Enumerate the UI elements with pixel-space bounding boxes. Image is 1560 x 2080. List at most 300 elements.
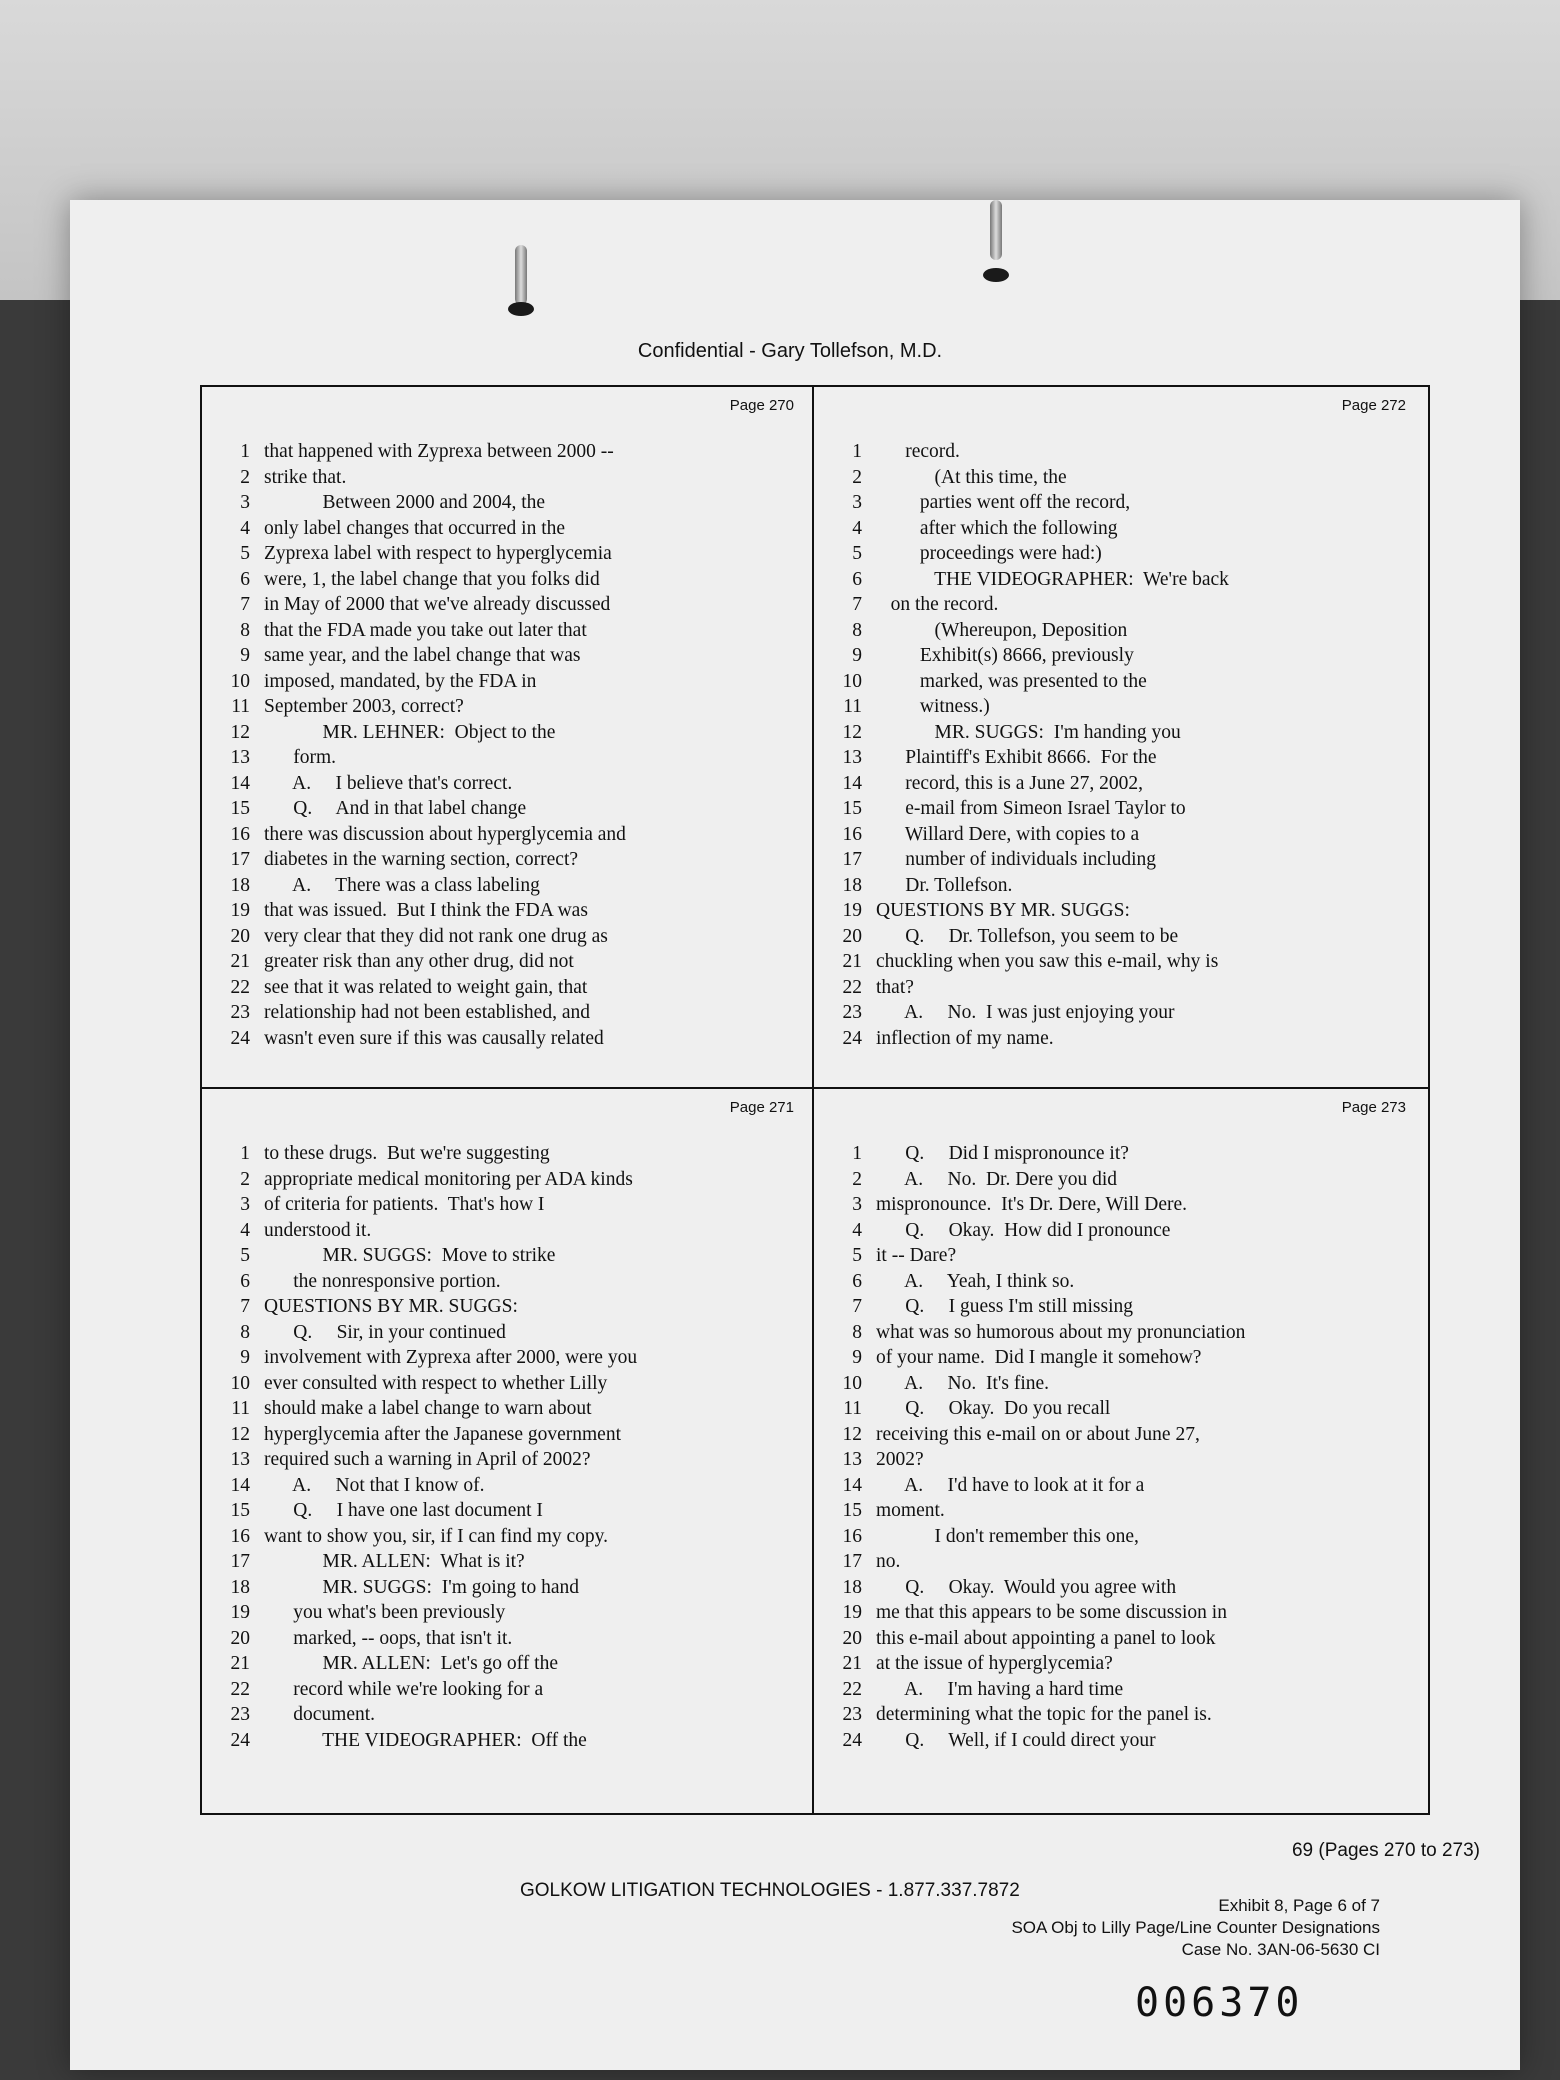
line-text: what was so humorous about my pronunciation [876,1321,1246,1343]
transcript-panel-page-272 [814,387,1424,1087]
line-number: 13 [842,747,862,768]
line-number: 17 [842,1551,862,1572]
line-text: that happened with Zyprexa between 2000 -- [264,441,614,462]
transcript-line [212,898,792,924]
bates-number: 006370 [1135,1980,1304,2026]
line-text: MR. SUGGS: Move to strike [264,1245,556,1266]
transcript-line [212,1728,792,1754]
line-number: 5 [240,543,250,564]
line-text: Q. Well, if I could direct your [876,1729,1156,1751]
line-text: receiving this e-mail on or about June 27, [876,1423,1200,1445]
transcript-line [212,1167,792,1193]
line-number: 20 [842,925,862,947]
line-number: 3 [852,492,862,513]
line-number: 2 [240,466,250,488]
transcript-line [824,516,1404,542]
transcript-line [824,669,1404,695]
line-number: 14 [230,1474,250,1496]
line-text: A. No. I was just enjoying your [876,1002,1175,1023]
line-text: that was issued. But I think the FDA was [264,900,588,921]
line-number: 15 [230,798,250,819]
line-text: of criteria for patients. That's how I [264,1194,545,1215]
line-number: 9 [852,645,862,666]
line-number: 10 [842,670,862,692]
line-number: 24 [230,1729,250,1751]
line-text: Q. And in that label change [264,798,527,819]
line-text: Q. Okay. Do you recall [876,1398,1111,1419]
line-number: 12 [842,721,862,743]
transcript-line [212,669,792,695]
line-number: 2 [852,1168,862,1190]
line-number: 5 [852,1245,862,1266]
transcript-grid [200,385,1430,1815]
page-number-label: Page 273 [1341,1099,1406,1116]
line-number: 12 [230,721,250,743]
transcript-line [824,745,1404,771]
page-number-label: Page 270 [729,397,794,414]
line-text: ever consulted with respect to whether Lilly [264,1372,608,1394]
line-text: understood it. [264,1219,372,1241]
transcript-line [212,1473,792,1499]
line-number: 21 [842,1653,862,1674]
line-number: 4 [240,517,250,539]
transcript-line [824,873,1404,899]
line-text: it -- Dare? [876,1245,957,1266]
line-text: moment. [876,1500,945,1521]
line-number: 13 [842,1449,862,1470]
line-number: 21 [230,1653,250,1674]
line-text: after which the following [876,517,1118,539]
line-text: e-mail from Simeon Israel Taylor to [876,798,1186,819]
binder-hole-left [508,302,534,316]
line-text: on the record. [876,594,999,615]
line-number: 22 [842,1678,862,1700]
transcript-line [824,1728,1404,1754]
line-number: 4 [240,1219,250,1241]
line-number: 17 [230,1551,250,1572]
line-number: 18 [230,1576,250,1598]
line-number: 6 [240,1270,250,1292]
line-text: Exhibit(s) 8666, previously [876,645,1134,666]
transcript-line [824,1447,1404,1473]
line-text: A. Not that I know of. [264,1474,485,1496]
transcript-line [212,1243,792,1269]
transcript-line [212,439,792,465]
transcript-line [212,1000,792,1026]
line-number: 7 [240,1296,250,1317]
line-text: only label changes that occurred in the [264,517,566,539]
page-number-label: Page 272 [1341,397,1406,414]
transcript-line [824,1000,1404,1026]
line-number: 16 [842,823,862,845]
transcript-line [824,1575,1404,1601]
transcript-line [212,924,792,950]
transcript-line [212,1294,792,1320]
transcript-lines [212,1141,792,1753]
transcript-panel-page-273 [814,1089,1424,1789]
line-number: 8 [240,619,250,641]
transcript-line [824,1702,1404,1728]
exhibit-stamp [1011,1895,1380,1961]
line-text: marked, was presented to the [876,670,1147,692]
line-text: inflection of my name. [876,1027,1054,1049]
transcript-line [824,847,1404,873]
line-number: 20 [230,1627,250,1649]
line-number: 21 [230,951,250,972]
case-number: Case No. 3AN-06-5630 CI [1181,1940,1380,1959]
line-text: no. [876,1551,901,1572]
transcript-line [824,567,1404,593]
transcript-line [824,465,1404,491]
transcript-line [824,694,1404,720]
transcript-line [212,643,792,669]
transcript-line [824,618,1404,644]
transcript-line [824,771,1404,797]
line-text: in May of 2000 that we've already discussed [264,594,611,615]
line-text: proceedings were had:) [876,543,1102,564]
transcript-line [212,745,792,771]
line-number: 23 [230,1704,250,1725]
line-number: 13 [230,1449,250,1470]
transcript-line [824,924,1404,950]
line-text: witness.) [876,696,990,717]
line-number: 1 [240,441,250,462]
transcript-line [212,1600,792,1626]
line-number: 23 [842,1704,862,1725]
line-number: 22 [230,1678,250,1700]
line-text: me that this appears to be some discussion in [876,1602,1227,1623]
line-number: 19 [230,1602,250,1623]
line-text: diabetes in the warning section, correct? [264,849,579,870]
line-number: 24 [842,1027,862,1049]
line-number: 22 [230,976,250,998]
line-text: wasn't even sure if this was causally related [264,1027,604,1049]
transcript-line [824,1269,1404,1295]
page-header: Confidential - Gary Tollefson, M.D. [637,340,943,362]
line-text: (Whereupon, Deposition [876,619,1128,641]
line-text: document. [264,1704,376,1725]
line-text: mispronounce. It's Dr. Dere, Will Dere. [876,1194,1188,1215]
transcript-line [212,847,792,873]
line-text: record while we're looking for a [264,1678,544,1700]
transcript-line [212,1141,792,1167]
transcript-line [212,516,792,542]
line-number: 2 [852,466,862,488]
line-number: 19 [842,1602,862,1623]
line-text: appropriate medical monitoring per ADA kinds [264,1168,633,1190]
transcript-line [824,1524,1404,1550]
transcript-line [824,1677,1404,1703]
line-text: A. There was a class labeling [264,874,540,896]
line-number: 23 [842,1002,862,1023]
line-text: this e-mail about appointing a panel to look [876,1627,1216,1649]
line-text: A. I believe that's correct. [264,772,513,794]
line-number: 6 [852,1270,862,1292]
binder-ring-left [515,245,527,305]
line-text: record. [876,441,960,462]
line-number: 16 [842,1525,862,1547]
line-number: 9 [240,1347,250,1368]
binder-hole-right [983,268,1009,282]
line-number: 6 [852,568,862,590]
line-number: 18 [842,874,862,896]
line-text: A. I'm having a hard time [876,1678,1124,1700]
transcript-line [212,618,792,644]
line-number: 7 [852,1296,862,1317]
line-number: 14 [230,772,250,794]
transcript-line [824,1549,1404,1575]
transcript-line [212,796,792,822]
line-text: you what's been previously [264,1602,506,1623]
transcript-line [824,592,1404,618]
line-number: 10 [230,1372,250,1394]
line-text: A. I'd have to look at it for a [876,1474,1145,1496]
line-text: to these drugs. But we're suggesting [264,1143,550,1164]
line-text: MR. ALLEN: Let's go off the [264,1653,559,1674]
transcript-line [824,949,1404,975]
line-text: Plaintiff's Exhibit 8666. For the [876,747,1157,768]
line-number: 24 [230,1027,250,1049]
line-text: involvement with Zyprexa after 2000, were you [264,1347,638,1368]
line-text: September 2003, correct? [264,696,464,717]
line-number: 9 [240,645,250,666]
line-number: 8 [852,619,862,641]
line-text: marked, -- oops, that isn't it. [264,1627,513,1649]
line-number: 1 [240,1143,250,1164]
line-text: Dr. Tollefson. [876,874,1013,896]
transcript-line [212,1422,792,1448]
line-text: imposed, mandated, by the FDA in [264,670,537,692]
line-number: 15 [842,1500,862,1521]
transcript-line [212,1218,792,1244]
transcript-line [212,949,792,975]
line-number: 24 [842,1729,862,1751]
line-number: 23 [230,1002,250,1023]
line-number: 8 [240,1321,250,1343]
transcript-line [824,1320,1404,1346]
transcript-line [212,1677,792,1703]
transcript-panel-page-271 [202,1089,812,1789]
line-number: 18 [842,1576,862,1598]
line-number: 11 [231,696,250,717]
line-number: 11 [231,1398,250,1419]
line-number: 17 [842,849,862,870]
transcript-line [824,1167,1404,1193]
line-number: 10 [230,670,250,692]
line-number: 4 [852,517,862,539]
line-number: 5 [852,543,862,564]
line-text: chuckling when you saw this e-mail, why is [876,951,1219,972]
line-text: A. Yeah, I think so. [876,1270,1075,1292]
line-number: 3 [240,1194,250,1215]
transcript-line [212,1447,792,1473]
company-footer: GOLKOW LITIGATION TECHNOLOGIES - 1.877.337.7872 [520,1880,1020,1901]
page-number-label: Page 271 [729,1099,794,1116]
line-text: were, 1, the label change that you folks did [264,568,600,590]
transcript-line [824,720,1404,746]
line-text: the nonresponsive portion. [264,1270,501,1292]
line-number: 4 [852,1219,862,1241]
transcript-line [212,975,792,1001]
transcript-line [212,771,792,797]
line-text: want to show you, sir, if I can find my copy. [264,1525,609,1547]
line-number: 9 [852,1347,862,1368]
line-number: 11 [843,1398,862,1419]
line-text: see that it was related to weight gain, that [264,976,588,998]
transcript-line [824,1498,1404,1524]
transcript-line [824,1345,1404,1371]
line-text: THE VIDEOGRAPHER: We're back [876,568,1229,590]
line-text: strike that. [264,466,347,488]
transcript-line [824,1651,1404,1677]
page-count: 69 (Pages 270 to 273) [1291,1840,1480,1861]
transcript-line [212,1651,792,1677]
designation-label: SOA Obj to Lilly Page/Line Counter Designations [1011,1918,1380,1937]
line-number: 17 [230,849,250,870]
line-text: very clear that they did not rank one drug as [264,925,608,947]
transcript-line [212,1026,792,1052]
line-number: 10 [842,1372,862,1394]
transcript-line [212,1396,792,1422]
transcript-line [824,1141,1404,1167]
transcript-line [212,1371,792,1397]
line-number: 16 [230,823,250,845]
line-number: 15 [230,1500,250,1521]
transcript-line [824,1422,1404,1448]
line-text: A. No. It's fine. [876,1372,1050,1394]
transcript-line [212,720,792,746]
line-text: that? [876,976,914,998]
line-text: same year, and the label change that was [264,645,581,666]
line-text: Zyprexa label with respect to hyperglycemia [264,543,612,564]
line-text: Q. Okay. How did I pronounce [876,1219,1171,1241]
transcript-line [824,541,1404,567]
transcript-line [824,490,1404,516]
line-text: record, this is a June 27, 2002, [876,772,1144,794]
transcript-line [824,1192,1404,1218]
line-text: MR. ALLEN: What is it? [264,1551,525,1572]
transcript-line [824,1294,1404,1320]
transcript-line [824,1371,1404,1397]
binder-ring-right [990,200,1002,260]
transcript-line [824,898,1404,924]
line-number: 19 [230,900,250,921]
transcript-line [212,1549,792,1575]
line-text: Willard Dere, with copies to a [876,823,1140,845]
line-number: 7 [240,594,250,615]
line-text: relationship had not been established, and [264,1002,590,1023]
line-number: 8 [852,1321,862,1343]
transcript-line [212,1320,792,1346]
transcript-line [824,796,1404,822]
line-number: 6 [240,568,250,590]
transcript-line [824,822,1404,848]
line-number: 21 [842,951,862,972]
line-number: 19 [842,900,862,921]
transcript-line [212,541,792,567]
transcript-panel-page-270 [202,387,812,1087]
line-text: of your name. Did I mangle it somehow? [876,1347,1202,1368]
line-number: 14 [842,772,862,794]
line-text: MR. SUGGS: I'm handing you [876,721,1181,743]
line-text: Q. Okay. Would you agree with [876,1576,1177,1598]
line-number: 12 [230,1423,250,1445]
transcript-lines [212,439,792,1051]
transcript-line [824,1626,1404,1652]
transcript-lines [824,439,1404,1051]
line-text: 2002? [876,1449,924,1470]
transcript-line [824,1243,1404,1269]
line-text: that the FDA made you take out later that [264,619,587,641]
line-text: required such a warning in April of 2002? [264,1449,591,1470]
line-text: THE VIDEOGRAPHER: Off the [264,1729,587,1751]
line-number: 12 [842,1423,862,1445]
line-number: 14 [842,1474,862,1496]
line-text: at the issue of hyperglycemia? [876,1653,1113,1674]
line-text: I don't remember this one, [876,1525,1139,1547]
line-number: 22 [842,976,862,998]
line-number: 1 [852,441,862,462]
line-text: Q. Sir, in your continued [264,1321,506,1343]
line-number: 20 [230,925,250,947]
line-number: 15 [842,798,862,819]
transcript-line [212,1498,792,1524]
line-text: parties went off the record, [876,492,1131,513]
transcript-line [824,1396,1404,1422]
line-number: 7 [852,594,862,615]
transcript-line [212,490,792,516]
line-text: Q. I guess I'm still missing [876,1296,1134,1317]
line-number: 5 [240,1245,250,1266]
line-number: 2 [240,1168,250,1190]
line-text: Q. Dr. Tollefson, you seem to be [876,925,1179,947]
transcript-line [824,1600,1404,1626]
transcript-line [212,1702,792,1728]
line-text: (At this time, the [876,466,1067,488]
transcript-line [212,873,792,899]
transcript-line [824,1218,1404,1244]
transcript-line [824,643,1404,669]
line-number: 1 [852,1143,862,1164]
transcript-line [212,567,792,593]
line-text: QUESTIONS BY MR. SUGGS: [876,900,1130,921]
line-text: determining what the topic for the panel is. [876,1704,1212,1725]
line-text: QUESTIONS BY MR. SUGGS: [264,1296,518,1317]
line-text: Q. Did I mispronounce it? [876,1143,1129,1164]
transcript-line [212,1626,792,1652]
transcript-line [212,1345,792,1371]
transcript-line [212,1575,792,1601]
line-text: greater risk than any other drug, did not [264,951,574,972]
exhibit-label: Exhibit 8, Page 6 of 7 [1218,1896,1380,1915]
line-number: 11 [843,696,862,717]
line-text: MR. SUGGS: I'm going to hand [264,1576,579,1598]
transcript-line [212,592,792,618]
line-number: 13 [230,747,250,768]
transcript-lines [824,1141,1404,1753]
line-text: there was discussion about hyperglycemia and [264,823,626,845]
line-number: 3 [852,1194,862,1215]
line-number: 16 [230,1525,250,1547]
line-text: Between 2000 and 2004, the [264,492,546,513]
line-number: 20 [842,1627,862,1649]
line-text: should make a label change to warn about [264,1398,592,1419]
transcript-line [824,975,1404,1001]
line-text: hyperglycemia after the Japanese government [264,1423,621,1445]
line-text: form. [264,747,337,768]
line-text: number of individuals including [876,849,1157,870]
line-number: 18 [230,874,250,896]
